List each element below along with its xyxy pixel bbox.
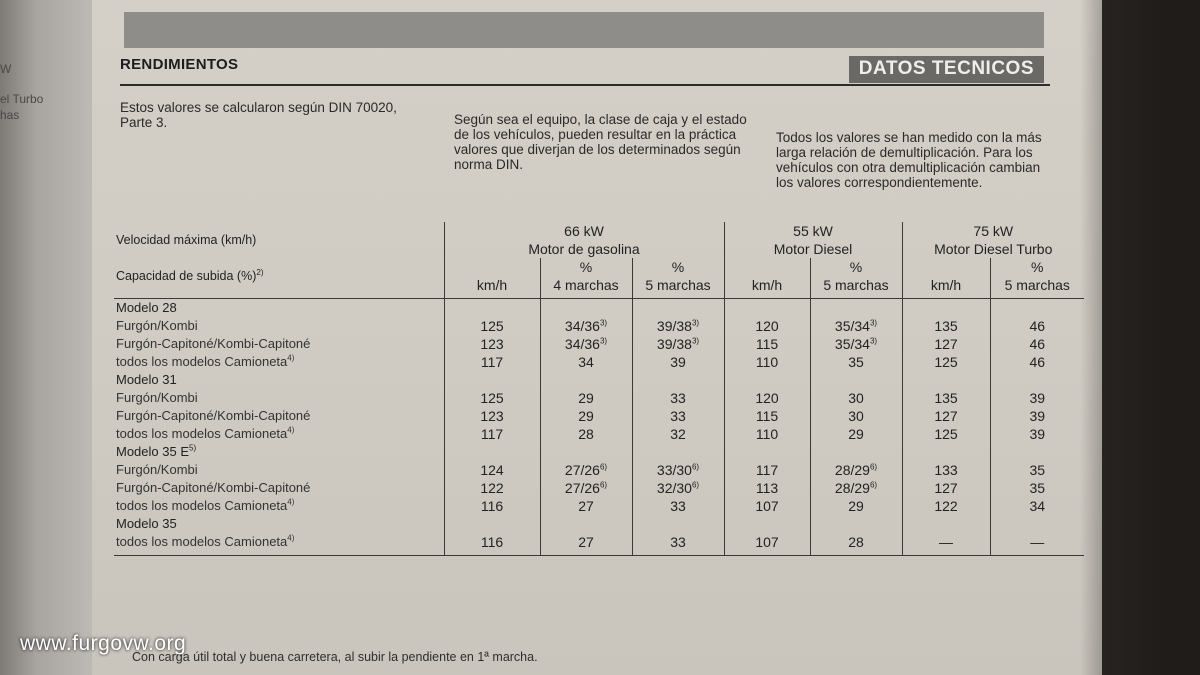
edge-fragment: has [0,108,20,122]
table-body [114,299,1084,556]
footnote-ref: 2) [256,267,264,277]
spacer-cell [902,371,990,389]
spacer-cell [810,299,902,318]
row-label: Furgón-Capitoné/Kombi-Capitoné [116,480,311,495]
footnote: Con carga útil total y buena carretera, al subir la pendiente en 1ª marcha. [132,650,538,664]
spacer-cell [810,443,902,461]
edge-fragment: el Turbo [0,92,44,106]
edge-fragment: W [0,62,12,76]
value-cell: 122 [444,479,540,497]
performance-table [114,222,1084,556]
spacer-cell [632,515,724,533]
spacer-cell [990,299,1084,318]
value-cell: 30 [810,407,902,425]
climb-heading: Capacidad de subida (%) [116,269,257,283]
value-cell: 35 [990,461,1084,479]
intro-left: Estos valores se calcularon según DIN 70020, Parte 3. [120,100,397,130]
value-cell: 35 [990,479,1084,497]
model-name: Modelo 35 $E^{5)}$ [116,443,197,459]
spacer-cell [632,299,724,318]
footnote-ref: 4) [287,533,295,543]
value-cell: 33 [632,497,724,515]
watermark: www.furgovw.org [20,632,187,655]
value-cell: 117 [444,353,540,371]
value-cell: 34/36$^{3)}$ [540,335,632,353]
value-cell: 33 [632,407,724,425]
value-cell: 113 [724,479,810,497]
spacer-cell [724,443,810,461]
manual-page [92,0,1102,675]
value-cell: 46 [990,353,1084,371]
engine-power: 55 kW [793,223,833,239]
footnote-ref: 3) [599,318,608,328]
value-cell: 29 [810,497,902,515]
value-cell: 125 [902,353,990,371]
value-cell: 115 [724,335,810,353]
column-header: % 4 marchas [540,258,632,299]
value-cell: 29 [540,389,632,407]
table-row [114,479,1084,497]
value-cell: 125 [444,389,540,407]
spacer-cell [990,371,1084,389]
value-cell: 28 [540,425,632,443]
spacer-cell [990,443,1084,461]
footnote-ref: 4) [287,353,295,363]
model-header-row [114,443,1084,461]
footnote-ref: 6) [599,480,608,490]
value-cell: 32 [632,425,724,443]
value-cell: 27/26$^{6)}$ [540,461,632,479]
axis-head-speed [114,222,444,258]
column-header: % 5 marchas [632,258,724,299]
value-cell: 107 [724,533,810,556]
value-cell: 39/38$^{3)}$ [632,335,724,353]
row-label: Furgón/Kombi [116,390,198,405]
column-header: km/h [444,258,540,299]
spacer-cell [632,371,724,389]
table-row [114,317,1084,335]
model-name: Modelo 28 [116,300,177,315]
table-row [114,407,1084,425]
value-cell: 110 [724,425,810,443]
value-cell: 116 [444,497,540,515]
footnote-ref: 3) [869,336,878,346]
spacer-cell [540,371,632,389]
model-name: Modelo 31 [116,372,177,387]
row-label: Furgón/Kombi [116,318,198,333]
value-cell: 110 [724,353,810,371]
footnote-ref: 3) [691,318,700,328]
spacer-cell [444,515,540,533]
section-label: DATOS TECNICOS [849,56,1044,83]
footnote-ref: 5) [189,443,197,453]
engine-name: Motor Diesel Turbo [934,241,1053,257]
table-row [114,389,1084,407]
value-cell: 46 [990,317,1084,335]
footnote-ref: 3) [691,336,700,346]
engine-power: 66 kW [564,223,604,239]
spacer-cell [724,299,810,318]
speed-heading: Velocidad máxima (km/h) [116,233,257,247]
footnote-ref: 6) [691,480,700,490]
value-cell: 39/38$^{3)}$ [632,317,724,335]
spacer-cell [444,371,540,389]
column-header: km/h [724,258,810,299]
value-cell: 27/26$^{6)}$ [540,479,632,497]
value-cell: 29 [540,407,632,425]
value-cell: 116 [444,533,540,556]
row-label: Furgón-Capitoné/Kombi-Capitoné [116,408,311,423]
value-cell: — [902,533,990,556]
axis-head-climb [114,258,444,299]
value-cell: 35/34$^{3)}$ [810,317,902,335]
value-cell: 127 [902,479,990,497]
value-cell: 39 [990,389,1084,407]
row-label: todos los modelos Camioneta$^{4)}$ [114,533,444,556]
row-label: Furgón/Kombi [116,462,198,477]
spacer-cell [902,299,990,318]
footnote-ref: 6) [691,462,700,472]
table-row [114,335,1084,353]
table-row [114,425,1084,443]
spacer-cell [540,299,632,318]
engine-name: Motor Diesel [773,241,853,257]
value-cell: 117 [444,425,540,443]
column-header: % 5 marchas [810,258,902,299]
column-header: km/h [902,258,990,299]
model-header-row [114,515,1084,533]
value-cell: 28 [810,533,902,556]
footnote-ref: 4) [287,425,295,435]
value-cell: 135 [902,389,990,407]
spacer-cell [540,443,632,461]
value-cell: 124 [444,461,540,479]
spacer-cell [810,371,902,389]
footnote-ref: 6) [599,462,608,472]
footnote-ref: 4) [287,497,295,507]
engine-name: Motor de gasolina [528,241,640,257]
spacer-cell [444,443,540,461]
value-cell: 33/30$^{6)}$ [632,461,724,479]
value-cell: 115 [724,407,810,425]
spacer-cell [902,443,990,461]
spacer-cell [632,443,724,461]
row-label: Furgón-Capitoné/Kombi-Capitoné [116,336,311,351]
value-cell: 39 [632,353,724,371]
engine-head-diesel [724,222,902,258]
adjacent-page-edge [0,0,92,675]
value-cell: 133 [902,461,990,479]
spacer-cell [444,299,540,318]
value-cell: 33 [632,533,724,556]
value-cell: 127 [902,335,990,353]
value-cell: 135 [902,317,990,335]
model-header-row [114,371,1084,389]
table-row [114,497,1084,515]
value-cell: 32/30$^{6)}$ [632,479,724,497]
value-cell: — [990,533,1084,556]
row-label: todos los modelos Camioneta$^{4)}$ [116,353,295,369]
spacer-cell [724,371,810,389]
footnote-ref: 3) [869,318,878,328]
value-cell: 120 [724,317,810,335]
value-cell: 120 [724,389,810,407]
background-shadow [1080,0,1200,675]
spacer-cell [724,515,810,533]
value-cell: 29 [810,425,902,443]
value-cell: 34/36$^{3)}$ [540,317,632,335]
header-bar [124,12,1044,48]
value-cell: 27 [540,533,632,556]
spacer-cell [540,515,632,533]
value-cell: 123 [444,335,540,353]
value-cell: 39 [990,407,1084,425]
engine-head-gasolina [444,222,724,258]
engine-power: 75 kW [973,223,1014,239]
intro-right: Todos los valores se han medido con la más larga relación de demultiplicación. Para los vehículos con otra demultiplicación cambian los valores correspondientemente. [776,130,1042,190]
spacer-cell [902,515,990,533]
page-title: RENDIMIENTOS [120,56,239,73]
footnote-ref: 6) [869,462,878,472]
value-cell: 117 [724,461,810,479]
value-cell: 123 [444,407,540,425]
footnote-ref: 3) [599,336,608,346]
model-name: Modelo 35 [116,516,177,531]
value-cell: 35 [810,353,902,371]
value-cell: 28/29$^{6)}$ [810,479,902,497]
spacer-cell [990,515,1084,533]
value-cell: 125 [444,317,540,335]
spacer-cell [810,515,902,533]
value-cell: 125 [902,425,990,443]
engine-head-diesel-turbo [902,222,1084,258]
value-cell: 107 [724,497,810,515]
footnote-ref: 6) [869,480,878,490]
value-cell: 27 [540,497,632,515]
table-row [114,353,1084,371]
value-cell: 33 [632,389,724,407]
value-cell: 30 [810,389,902,407]
model-header-row [114,299,1084,318]
value-cell: 34 [540,353,632,371]
intro-middle: Según sea el equipo, la clase de caja y el estado de los vehículos, pueden resultar en la práctica valores que diverjan de los determinados según norma DIN. [454,112,747,172]
table-row [114,461,1084,479]
column-header: % 5 marchas [990,258,1084,299]
row-label: todos los modelos Camioneta$^{4)}$ [116,497,295,513]
value-cell: 35/34$^{3)}$ [810,335,902,353]
value-cell: 46 [990,335,1084,353]
value-cell: 122 [902,497,990,515]
value-cell: 39 [990,425,1084,443]
value-cell: 127 [902,407,990,425]
value-cell: 28/29$^{6)}$ [810,461,902,479]
value-cell: 34 [990,497,1084,515]
row-label: todos los modelos Camioneta$^{4)}$ [116,425,295,441]
table-row [114,533,1084,556]
header-rule [120,84,1050,86]
